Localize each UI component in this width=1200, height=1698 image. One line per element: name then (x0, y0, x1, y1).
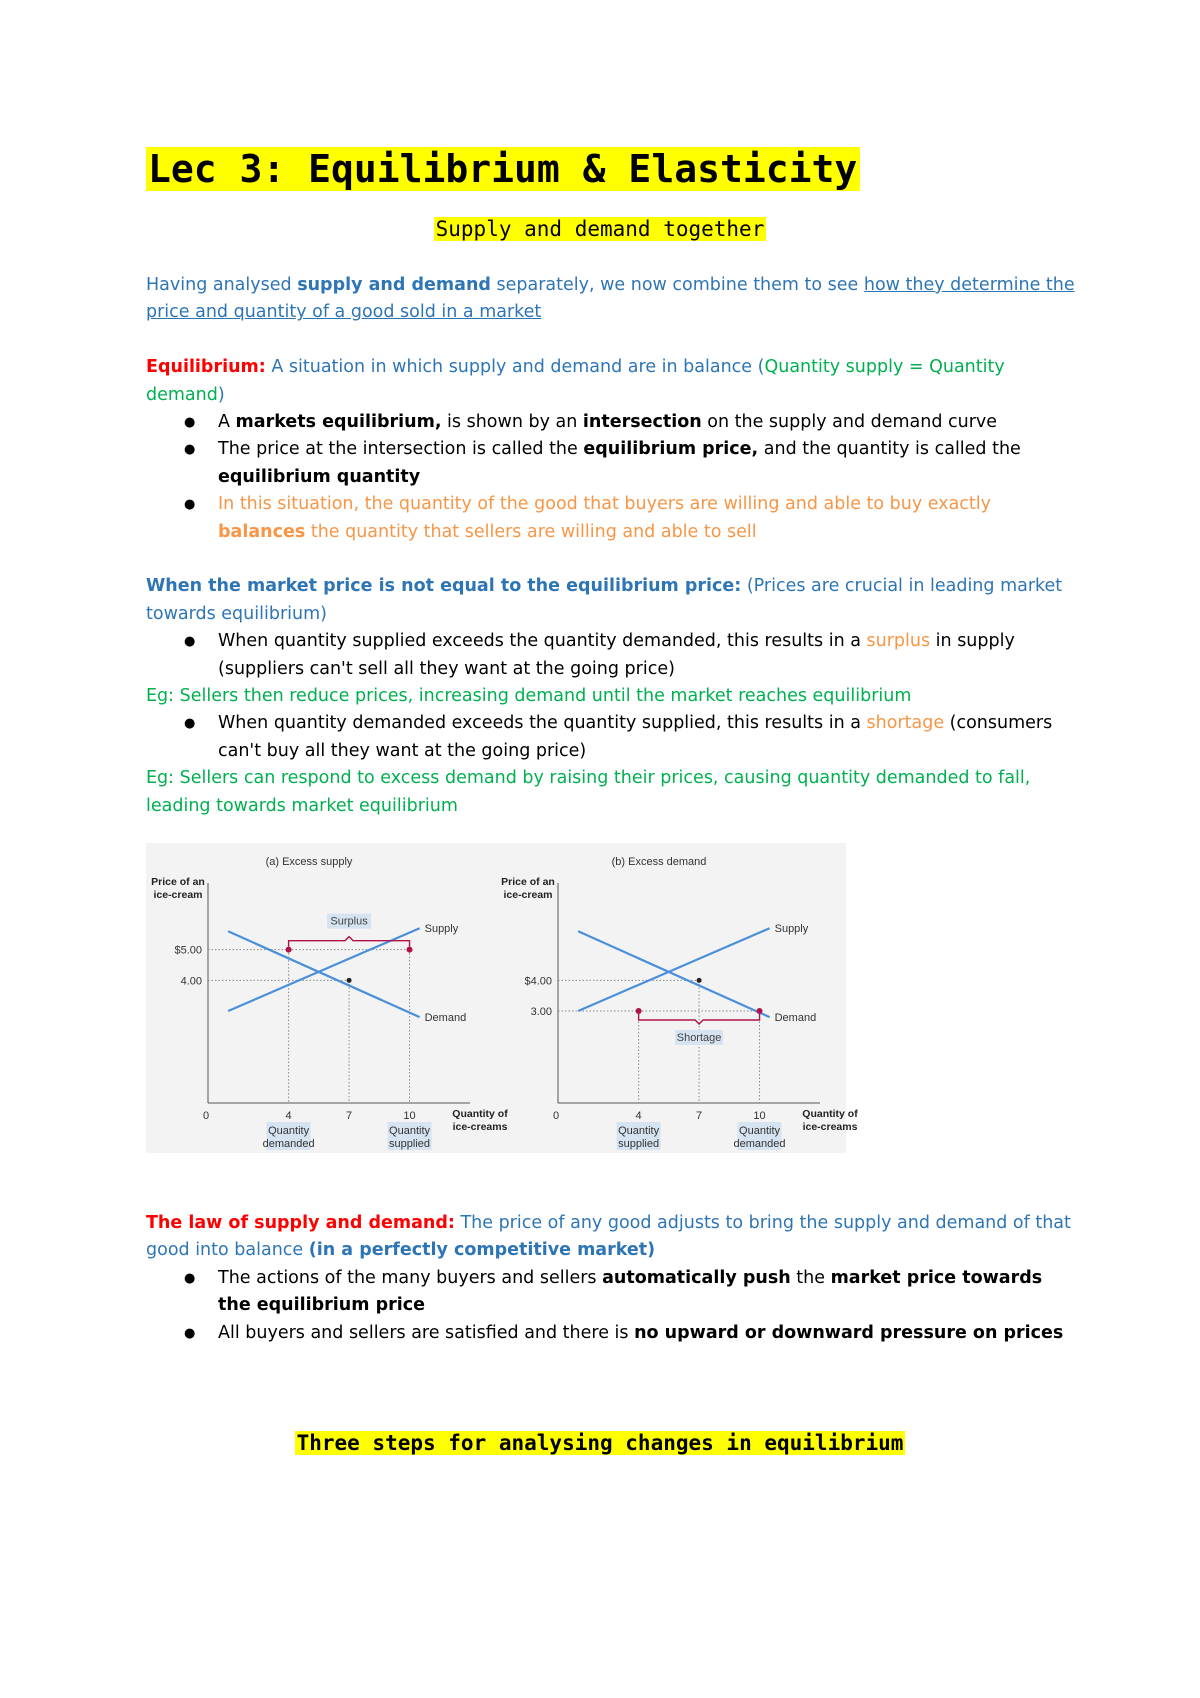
annotation-label: demanded (262, 1138, 315, 1150)
y-axis-label: ice-cream (503, 889, 553, 901)
section-heading-text: Three steps for analysing changes in equilibrium (296, 1431, 904, 1455)
x-tick-label: 10 (403, 1110, 416, 1122)
gap-point (636, 1008, 642, 1014)
equilibrium-def-text: A situation in which supply and demand are in balance ( (265, 357, 765, 378)
example-shortage: Eg: Sellers can respond to excess demand by raising their prices, causing quantity demanded to fall, leading towards market equilibrium (146, 768, 1031, 816)
chart-title: (a) Excess supply (265, 856, 353, 868)
x-axis-label: Quantity of (452, 1108, 508, 1120)
supply-label: Supply (424, 923, 459, 936)
y-tick-label: 4.00 (180, 975, 202, 988)
y-axis-label: Price of an (151, 876, 205, 888)
law-term: The law of supply and demand: (146, 1213, 455, 1233)
intro-mid: separately, we now combine them to see (490, 275, 864, 295)
not-equal-heading (146, 573, 1076, 628)
y-tick-label: 3.00 (530, 1006, 552, 1018)
gap-point (286, 947, 292, 953)
annotation-label: Quantity (739, 1125, 781, 1137)
list-item: ● The actions of the many buyers and sellers automatically push the market price towards the equilibrium price (146, 1265, 1076, 1320)
list-item: ● The price at the intersection is called the equilibrium price, and the quantity is called the equilibrium quantity (146, 436, 1076, 491)
x-axis-label: ice-creams (452, 1121, 508, 1133)
law-paragraph (146, 1210, 1076, 1265)
y-tick-label: $5.00 (174, 944, 202, 957)
demand-curve (578, 931, 769, 1017)
intro-underlined: how they determine the price and quantity of a good sold in a market (146, 275, 1075, 323)
y-tick-label: $4.00 (524, 975, 552, 988)
annotation-label: Quantity (618, 1125, 660, 1137)
gap-point (407, 947, 413, 953)
excess-supply-demand-figure (146, 843, 858, 1153)
annotation-label: Quantity (389, 1125, 431, 1137)
list-item: ● A markets equilibrium, is shown by an intersection on the supply and demand curve (146, 409, 1076, 436)
demand-curve (228, 931, 419, 1017)
y-axis-label: ice-cream (153, 889, 203, 901)
demand-label: Demand (774, 1012, 817, 1025)
gap-point (757, 1008, 763, 1014)
list-item: ● All buyers and sellers are satisfied and there is no upward or downward pressure on prices (146, 1320, 1076, 1347)
supply-curve (578, 928, 769, 1011)
x-tick-label: 7 (346, 1110, 353, 1122)
list-item: ● In this situation, the quantity of the good that buyers are willing and able to buy exactly balances the quantity that sellers are willing and able to sell (146, 491, 1076, 546)
list-item: ● When quantity supplied exceeds the quantity demanded, this results in a surplus in supply (suppliers can't sell all they want at the going price) (146, 628, 1076, 683)
law-bullets (146, 1265, 1076, 1347)
body-block-2 (146, 1210, 1076, 1347)
x-axis-label: ice-creams (802, 1121, 858, 1133)
body-block-1 (146, 272, 1076, 820)
supply-label: Supply (774, 923, 809, 936)
intro-bold: supply and demand (297, 275, 491, 295)
x-tick-label: 10 (753, 1110, 766, 1122)
shortage-bullets (146, 710, 1076, 765)
y-axis-label: Price of an (501, 876, 555, 888)
section-heading-supply-demand (0, 216, 1200, 242)
chart-title: (b) Excess demand (611, 856, 707, 868)
annotation-label: supplied (618, 1138, 660, 1150)
list-item: ● When quantity demanded exceeds the quantity supplied, this results in a shortage (consumers can't buy all they want at the going price) (146, 710, 1076, 765)
demand-label: Demand (424, 1012, 467, 1025)
equilibrium-definition (146, 354, 1076, 409)
x-tick-label: 4 (285, 1110, 292, 1122)
section-heading-text: Supply and demand together (435, 217, 765, 241)
gap-label: Shortage (676, 1032, 722, 1044)
not-equal-term: When the market price is not equal to the equilibrium price: (146, 576, 742, 597)
example-surplus: Eg: Sellers then reduce prices, increasing demand until the market reaches equilibrium (146, 686, 912, 707)
intro-paragraph (146, 272, 1076, 327)
equilibrium-point (697, 978, 702, 983)
equilibrium-bullets (146, 409, 1076, 546)
surplus-bullets (146, 628, 1076, 683)
annotation-label: demanded (733, 1138, 786, 1150)
section-heading-three-steps (0, 1430, 1200, 1456)
origin-label: 0 (202, 1110, 210, 1122)
gap-label: Surplus (330, 915, 368, 928)
equilibrium-paren: Quantity supply = Quantity demand (146, 357, 1005, 405)
intro-prefix: Having analysed (146, 275, 298, 295)
x-tick-label: 4 (635, 1110, 642, 1122)
surplus-bracket (289, 937, 410, 947)
annotation-label: Quantity (268, 1125, 310, 1137)
page-title: Lec 3: Equilibrium & Elasticity (146, 147, 860, 191)
x-axis-label: Quantity of (802, 1108, 858, 1120)
not-equal-paren: (Prices are crucial in leading market towards equilibrium) (146, 576, 1063, 624)
x-tick-label: 7 (696, 1110, 703, 1122)
charts-svg (146, 843, 858, 1153)
law-bold-paren: (in a perfectly competitive market) (308, 1240, 656, 1261)
equilibrium-close: ) (217, 384, 225, 405)
origin-label: 0 (552, 1110, 560, 1122)
law-text: The price of any good adjusts to bring the supply and demand of that good into balance (146, 1213, 1071, 1261)
annotation-label: supplied (389, 1138, 431, 1150)
equilibrium-term: Equilibrium: (146, 357, 266, 378)
equilibrium-point (347, 978, 352, 983)
